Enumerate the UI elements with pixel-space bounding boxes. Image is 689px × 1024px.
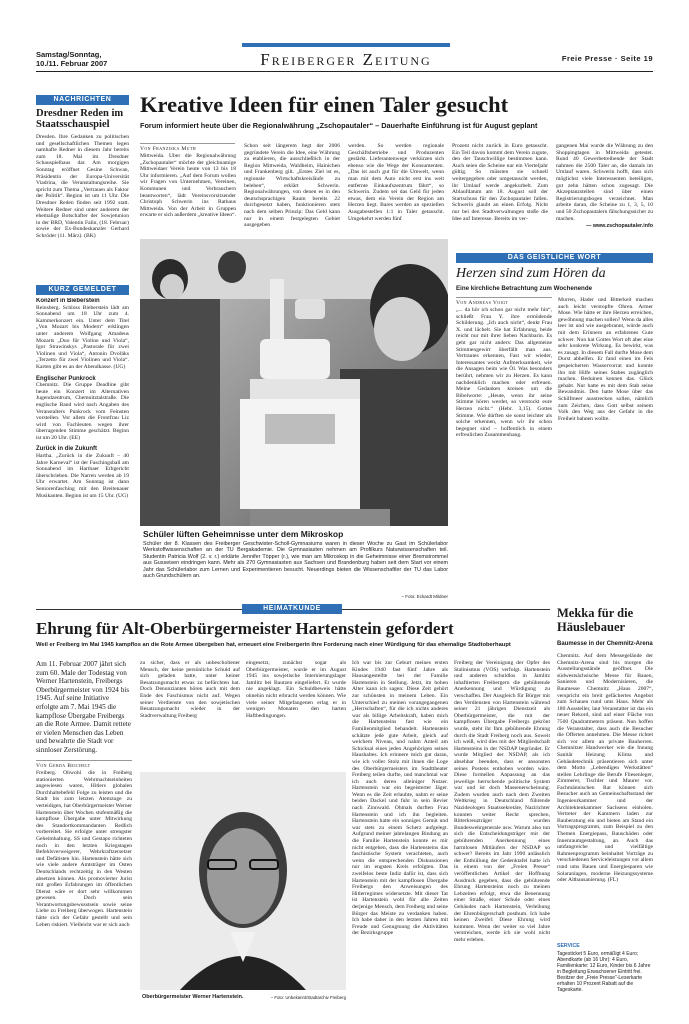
main-subhead: Forum informiert heute über die Regionalwährung „Zschopautaler“ – Dauerhafte Einführung ist für August geplant: [140, 121, 538, 130]
masthead-title: Freiberger Zeitung: [260, 50, 432, 69]
geistliche-wort-label: DAS GEISTLICHE WORT: [456, 253, 653, 263]
side-subhead: Baumesse in der Chemnitz-Arena: [557, 641, 653, 647]
geistliche-col-1: „... da hör ich schon gar nicht mehr hin“, schließt Frau Y. ihre ermüdende Schilderung. „Ich auch nicht“, denkt Frau X. und lächelt. Sie hat Erfahrung, beide reicht nur mit ihrer lieben Nachbarin. Es geht gar nicht anders: Das allgemeine Stimmengewirr überfällt man aus. Vertrautes erkennen, Fast wir wieder, Interessantes weckt Aufmerksamkeit, wie die Ansagen beim wie Öl. Was besonders berührt, nehmen wir zu Herzen. Es kann nachdenklich machen oder erfreuen. Meine Gedanken kreisen um die Bibelworte: „Heute, wenn ihr seine Stimme hören werdet, so verstockt eure Herzen nicht.“ (Hebr. 3,15). Gottes Stimme. Wie dürften sie sonst leichter als solche erkennen, wenn wir ihr schon begegnet sind – hoffentlich in einem erfreulichen Zusammenhang.: [456, 307, 552, 439]
main-article-col-2: Schon seit längerem hegt der 2006 gegründete Verein die Idee, eine Währung zu etablieren, die ausschließlich in der Region Mittweida, Waldheim, Hainichen und Frankenberg gilt. „Erstes Ziel ist es, regionale Wirtschaftskreisläufe zu beleben“, erklärt Schwerin. Regionalwährungen, von denen es in den deutschsprachigen Raum bereits 22 durchgesetzt haben, funktionieren stets nach dem selben Prinzip: Das Geld kann nur in einem festgelegten Gebiet ausgegeben: [244, 143, 340, 229]
kurz-item-title: Englischer Punkrock: [36, 375, 96, 382]
main-article-col-4: Prozent nicht zurück in Euro getauscht. Ein Teil davon kommt dem Verein zugute, den der Tauschwillige bestimmen kann. Auch seien die Scheine nur ein Vierteljahr gültig. So müssten sie schnell weitergegeben oder umgetauscht werden, ihr Umlauf werde angekurbelt. Zum Ablaufdatum am 18. August soll der Startschuss für den Zschopautaler fallen. Schwerin glaubt an einen Erfolg. Nicht nur bei den Stadtverwaltungen stoße die Idee auf Interesse. Bereits im ver-: [452, 143, 548, 222]
heimatkunde-col-3: eingesetzt, zunächst sogar als Oberbürgermeister, wurde er im August 1945 ins sowjetische Internierungslager Jamlitz bei Bautzen eingeliefert. Er wurde nie angeklagt. Ein Schuldbeweis hätte ohnehin nicht erbracht werden können. Wie viele seiner Mitgefangenen erlag er in wenigen Monaten den harten Haftbedingungen.: [246, 660, 346, 719]
main-article-col-3: werden. So werden regionale Geschäftsbetriebe und Produzenten gestärkt. Lieferantenwege verkürzen sich ebenso wie die Wege der Konsumenten. „Das ist auch gut für die Umwelt, wenn man mit dem Auto nicht erst ins weit entfernte Einkaufszentrum fährt“, so Schwerin. Zudem sei das Geld für jeden etwas, dem ein Verein der Region am Herzen liegt. Bares werden an speziellen Ausgabestellen 1:1 in Taler getauscht. Umgekehrt werden fünf: [348, 143, 444, 222]
masthead-accent-bar: [242, 43, 450, 47]
heimatkunde-byline: Von Gerda Beichelt: [36, 760, 132, 769]
microscope-photo-drawing: [140, 239, 448, 526]
geistliche-byline: Von Andreas Voigt: [456, 297, 552, 306]
heimatkunde-headline: Ehrung für Alt-Oberbürgermeister Hartenstein gefordert: [36, 619, 454, 638]
kurz-item-text: Hartha. „Zurück in die Zukunft – 40 Jahre Karneval“ ist der Faschingsball am Sonnabend im Harthaer Erbgericht überschrieben. Die Narren werden ab 19 Uhr erwartet. Am Sonntag ist dann Seniorenfasching mit den Breitenauer Musikanten. Beginn ist um 15 Uhr. (UG): [36, 453, 129, 499]
portrait-credit: – Foto: Unbekannt/Stadtarchiv Freiberg: [270, 995, 346, 1000]
service-text: Tagesticket 5 Euro, ermäßigt 4 Euro; Abendkarte (ab 16 Uhr): 4 Euro, Familienkarte: 12 Euro, Kinder bis 6 Jahre in Begleitung Erwachsener Eintritt frei. Besitzer der „Freie Presse“-Leserkarte erhalten 10 Prozent Rabatt auf die Tageskarte.: [557, 951, 651, 993]
portrait-caption: Oberbürgermeister Werner Hartenstein.: [142, 994, 244, 1000]
side-text: Chemnitz. Auf dem Messegelände der Chemnitz-Arena sind bis morgen die Ausstellungsstände geöffnet. Die südwestsächsische Messe für Bauen, Sanieren und Modernisieren, die Baumesse Chemnitz „Haus 2007“, verspricht ein breit gefächertes Angebot zum Schauen rund ums Haus. Mehr als 180 Aussteller, laut Veranstalter ist das ein neuer Rekord, sind auf einer Fläche von 7500 Quadratmetern präsent. Nun hoffen die Veranstalter, dass auch die Besucher die Offerten annehmen. Die Messe richtet sich vor allem an private Bauherren. Chemnitzer Handwerker wie die Innung Sanitär Heizung Klima und Gebäudetechnik präsentieren sich unter dem Motto „Lebendigen Werkstätten“ stellen Lehrlinge die Berufe Fliesenleger, Zimmerer, Tischler und Maurer vor. Fachmännischen Rat können sich Besucher auch an Gemeinschaftsstand der Ingenieurkammer und der Architektenkammer Sachsens einholen. Vertreter der Kammern laden zur Bauberatung ein und bieten am Stand ein Vortragsprogramm, zum Beispiel zu den Themen Energiepass, Bauschäden oder Innenraumgestaltung, an. Auch das umfangreiche und vielfältige Rahmenprogramm beinhaltet Vorträge zu verschiedenen Serviceleistungen vor allem rund ums Bauen und Energiesparen wie Solaranlagen, moderne Heizungssysteme oder Altbausanierung. (FL): [557, 653, 653, 884]
heimatkunde-col-2: zu sicher, dass er als unbescholtener Mensch, der keine persönliche Schuld auf sich geladen hatte, unter keiner Besatzungsmacht etwas zu befürchten hat. Doch Denunzianten hören auch mit dem Ende des Faschismus nicht auf. Wegen seiner Verdienste von den sowjetischen Besatzungsmacht wieder in der Stadtverwaltung Freiberg: [140, 660, 240, 719]
page-reference: Freie Presse · Seite 19: [561, 54, 653, 63]
kurz-gemeldet-list: [36, 298, 129, 583]
kurz-gemeldet-label: KURZ GEMELDET: [36, 285, 129, 295]
date-line-2: 10./11. Februar 2007: [36, 59, 108, 68]
geistliche-col-2: Murren, Hader und Bitterkeit machen auch leicht verstopfte Ohren. Armer Mose. Wie hätte er ihre Herzen erreichen, gewöhnung machen sollen? Wenn da alles leer ist und wie ausgebrannt, würde auch mit dem Erinnern an erfahrenes Gute schwer. Nun hat Gottes Wort oft aber eine sehr konkrete Wirkung. Es bewirkt, was es zusagt. In diesem Fall durfte Mose dem Durst abhelfen. Er fand einen im Fels gespeicherten Wasservorrat und konnte ihn mit Hilfe seines Stabes zugänglich machen. Beduinen kennen das. Glück gehabt. Nur hatte es mit dem Stab seine Bewandtnis. Den hatte Mose über das Schilfmeer ausstrecken sollen, nämlich zum Zeichen, dass Gott selbst seinem Volk den Weg aus der Gefahr in die Freiheit bahnen wollte.: [558, 297, 653, 422]
main-headline: Kreative Ideen für einen Taler gesucht: [140, 92, 509, 117]
microscope-photo: [140, 239, 448, 526]
kurz-item-text: Reinsberg. Schloss Bieberstein lädt am Sonnabend um 18 Uhr zum 4. Kammerkonzert ein. Unter dem Titel „Von Mozart bis Modern“ erklingen unter anderem Wolfgang Amadeus Mozarts „Duo für Violine und Viola“, Igor Strawinskys „Pastorale für zwei Violinen und Viola“, Antonín Dvořáks „Terzetto für zwei Violinen und Viola“. Karten gibt es an der Abendkasse. (UG): [36, 304, 129, 370]
kurz-item-title: Konzert in Biebersteín: [36, 298, 100, 304]
heimatkunde-lead: Am 11. Februar 2007 jährt sich zum 60. Male der Todestag von Werner Hartenstein, Freibergs Oberbürgermeister von 1924 bis 1945. Auf seine Initiative erfolgte am 7. Mai 1945 die kampflose Übergabe Freibergs an die Rote Armee. Damit rettete er vielen Menschen das Leben und bewahrte die Stadt vor sinnloser Zerstörung.: [36, 660, 131, 754]
heimatkunde-subhead: Weil er Freiberg im Mai 1945 kampflos an die Rote Armee übergeben hat, erneuert eine Freibergerin ihre Forderung nach einer Würdigung für das ehemalige Stadtoberhaupt: [36, 642, 511, 648]
heimatkunde-col-4: Ich war bis zur Geburt meines ersten Kindes 1940 fast fünf Jahre als Hausangestellte bei der Familie Hartenstein in Stellung. Jetzt, im hohen Alter kann ich sagen: Diese Zeit gehört zur schönsten in meinem Leben. Ein Unterschied zu meinen vorangegangenen „Herrschaften“, für die ich nichts anderes war als billige Arbeitskraft, haben mich die Hartensteins fast wie ein Familienmitglied behandelt. Hartenstein schätzte jede gute Arbeit, gleich auf welchem Niveau, und nahm Anteil am Schicksal eines jeden Angehörigen seines Haushaltes. Ich erinnere mich gut daran, wie ich voller Stolz mit ihnen die Loge des Oberbürgermeisters im Stadttheater Freiberg teilen durfte, und manchmal war ich auch deren alleiniger Nutzer. Hartenstein war ein begeisterter Jäger. Wenn es die Zeit erlaubte, nahm er seine beiden Dackel und fuhr in sein Revier nach Zinnwald. Ohmals durften Frau Hartenstein und ich ihn begleiten. Hartenstein hatte ein sonniges Gemüt und war stets zu einem Scherz aufgelegt. Aufgrund meiner jahrelangen Bindung an die Familie Hartenstein konnte es mir nicht entgehen, dass die Hartensteins das faschistische System verachteten, auch wenn die entsprechenden Diskussionen nur im engsten Kreis erfolgten. Das zweifelos beste Indiz dafür ist, dass sich Hartenstein mit der kampflosen Übergabe Freibergs den Anweisungen des Hitlerregimes widersetzte. Mit dieser Tat ist Hartenstein wohl für alle Zeiten derjenige Mensch, dem Freiberg und seine Bürger das Meiste zu verdanken haben. Ich habe daher in den letzten Jahren mit Freude und Genugtuung die Aktivitäten der Bezirksgruppe: [352, 660, 448, 937]
main-article-col-1: Mittweida. Über die Regionalwährung „Zschopautaler“ möchte der gleichnamige Mittweidaer Verein heute von 13 bis 18 Uhr informieren. „Auf dem Forum wollen wir Fragen von Unternehmen, Vereinen, Kommunen und Verbrauchern beantworten“, lädt Vereinsvorsitzender Christoph Schwerin ins Rathaus Mittweida. Von der Arbeit in Gruppen erwarte er sich außerdem „kreative Ideen“.: [140, 153, 236, 219]
photo-caption: Schüler der 8. Klassen des Freiberger Geschwister-Scholl-Gymnasiums waren in dieser Woche zu Gast im Schülerlabor Werkstoffwissenschaften an der TU Bergakademie. Die Gymnasiasten nehmen am Profilkurs Naturwissenschaften teil. Studentin Patricia Wolf (2. v. r.) erklärte Jennifer Töpper (r.), wie man am Mikroskop in die Geheimnisse einer Bremstrommel aus Gusseisen eindringen kann. Mehr als 270 Gymnasiasten aus Sachsen und Brandenburg haben seit dem Start vor einem Jahr das Schülerlabor zum Lernen und Experimentieren besucht. Neuerdings bieten die Wissenschaftler der TU das Labor auch Grundschülern an.: [143, 541, 448, 580]
portrait-photo: [140, 772, 346, 990]
issue-date: [36, 50, 107, 68]
date-line-1: Samstag/Sonntag,: [36, 50, 102, 59]
nachrichten-label: NACHRICHTEN: [36, 95, 129, 105]
main-article-link: — www.zschopautaler.info: [586, 223, 653, 229]
geistliche-headline: Herzen sind zum Hören da: [456, 266, 606, 281]
main-byline: Von Franziska Muth: [140, 143, 235, 152]
kurz-item-text: Chemnitz. Die Gruppe Deadline gibt heute ein Konzert im Alternativen Jugendzentrum, Chemnitztalstraße. Die englische Band wird nach Angaben des Veranstalters Punkrock vom Feinsten vorstellen. Vor allem die Frontfrau Liz wird von Fachleuten wegen ihrer überragenden Stimme geschätzt. Beginn ist um 20 Uhr. (EE): [36, 382, 129, 441]
heimatkunde-col-1: Freiberg. Obwohl die in Freiberg stationierten Wehrmachtseinheiten angewiesen waren, Hitlers globalen Durchhaltebefehl Folge zu leisten und die Stadt bis zum letzten Atemzuge zu verteidigen, hat Oberbürgermeister Werner Hartenstein über Wochen stufenmäßig die kampflose Übergabe unter Mitwirkung des Standortkommandanten Redlich vorbereitet. Sie erfolgte unter strengster Geheimhaltung. SS und Gestapo richteten noch in den letzten Kriegstagen Befehlsverweigerer, Wehrkraftzersetzer und Defätisten hin. Hartenstein hätte sich wie viele andere Amtsträger im Osten Deutschlands rechtzeitig in den Westen absetzen können. Als promovierter Jurist mit großen Erfahrungen im öffentlichen Dienst wäre er dort sehr willkommen gewesen. Doch sein Verantwortungsbewusstsein sowie seine Liebe zu Freiberg überwogen. Hartenstein hätte sich der Gefahr gestellt und sein Leben riskiert. Vielleicht war er sich auch: [36, 770, 132, 928]
photo-caption-head: Schüler lüften Geheimnisse unter dem Mikroskop: [143, 529, 344, 539]
heimatkunde-col-5: Freiberg der Vereinigung der Opfer des Stalinismus (VOS) verfolgt. Hartenstein und anderen schuldlos in Jamlitz inhaftierten Freibergern die gebührende Anerkennung und Würdigung zu verschaffen. Der Ausgleich für Bürger mit den Verdiensten von Hartenstein während seiner 21 jährigen Dienstzeit als Oberbürgermeister, die mit der kampflosen Übergabe Freibergs gekrönt wurde, steht ihr Ihm gebührende Ehrung durch die Stadt Freiberg noch aus. Soweit ich weiß, wird dies mit der Mitgliedschaft Hartensteins in der NSDAP begründet. Er wurde Mitglied der NSDAP, als ich absehbar beenden, dass er ansonsten seines Postens enthoben worden wäre. Diese formellen Anpassung an das jeweilige herrschende politische System war und ist doch Massenerscheinung. Zudem wurden auch nach dem Zweiten Weltkrieg in Deutschland führende Nazideologen Staatssekretäre, Nazirichter konnten weiter Recht sprechen, Ritterkreuzträger wurden Bundeswehrgenerale usw. Warum also tun sich die Entscheidungsträger mit der gebührenden Anerkennung eines harmlosen Mitläufers der NSDAP so schwer? Bereits im Jahr 1990 anlässlich der Enthüllung der Gedenktafel hatte ich in einem von der „Freien Presse“ veröffentlichen Artikel der Hoffnung Ausdruck gegeben, dass die gebührende Ehrung Hartensteins noch zu meinen Lebzeiten erfolgt, etwa die Benennung einer Straße, einer Schule oder eines Gebäudes nach Hartenstein, Verleihung der Ehrenbürgerschaft posthum. Ich habe keinen Zweifel: Diese Ehrung wird kommen. Wenn der weiter so viel Jahre verstreichen, werde ich sie wohl nicht mehr erleben.: [454, 660, 550, 943]
masthead-rule: [36, 71, 653, 72]
photo-credit: – Foto: Eckardt Mildner: [401, 594, 448, 599]
nachrichten-text: Dresden. Ihre Gedanken zu politischen und gesellschaftlichen Themen legen namhafte Redner in diesem Jahr bereits zum 18. Mal im Dresdner Schauspielhaus dar. Am morgigen Sonntag eröffnet Gesine Schwan, Präsidentin der Europa-Universität Viadrina, die Veranstaltungsreihe. Sie spricht zum Thema „Vertrauen als Faktor der Politik“. Beginn ist um 11 Uhr. Die Dresdner Reden finden seit 1992 statt. Weitere Redner sind unter anderem der ehemalige Botschafter der Sowjetunion in der BRD, Valentin Falin, (18. Februar) sowie der Ex-Bundeskanzler Gerhard Schröder (11. März). (BK): [36, 134, 129, 239]
main-article-col-5: gangenen Mai wurde die Währung zu den Shoppingtagen in Mittweida getestet. Rund 40 Gewerbetreibende der Stadt nahmen die 2500 Taler an, die damals im Umlauf waren. Schwerin hofft, dass sich möglichst viele Interessenten beteiligen, gut zehn hätten schon zugesagt. Die Akzeptanzstellen sind über einen Registrierungsbogen verzeichnet. Man arbeite daran, die Scheine zu 1, 3, 5, 10 und 50 Zschopautalern fälschungssicher zu machen.: [556, 143, 653, 222]
geistliche-subhead: Eine kirchliche Betrachtung zum Wochenende: [456, 285, 593, 292]
nachrichten-title: Dresdner Reden im Staatsschauspiel: [36, 108, 124, 130]
side-headline: Mekka für die Häuslebauer: [557, 606, 634, 634]
portrait-drawing: [140, 772, 346, 990]
heimatkunde-label: HEIMATKUNDE: [242, 604, 342, 614]
service-label: SERVICE: [557, 943, 580, 949]
kurz-item-title: Zurück in die Zukunft: [36, 446, 97, 453]
